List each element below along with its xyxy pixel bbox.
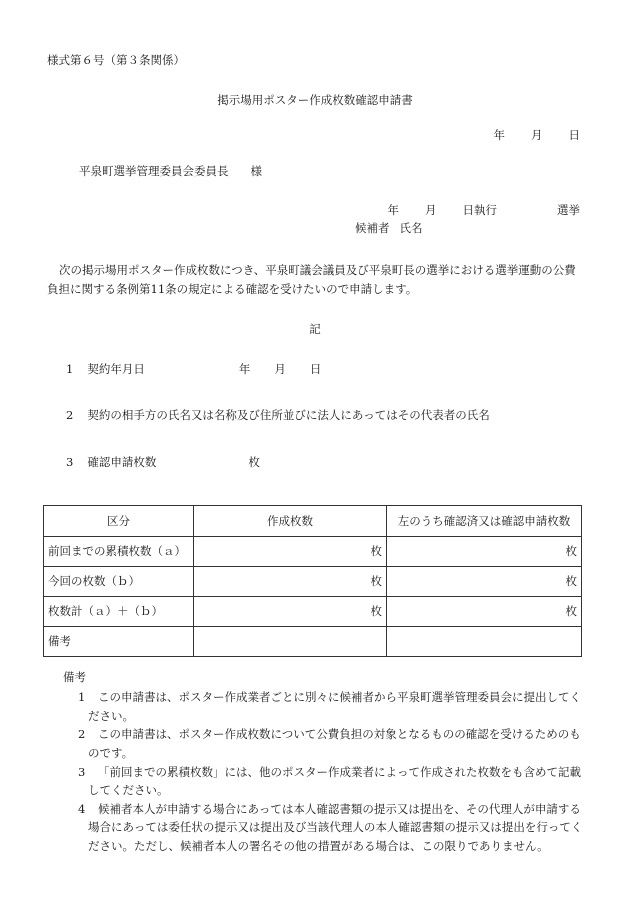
date-day: 日 (568, 128, 580, 142)
election-line (388, 203, 581, 218)
document-title: 掲示場用ポスター作成枚数確認申請書 (217, 93, 413, 107)
remarks-cell[interactable] (387, 627, 582, 657)
contract-month: 月 (274, 362, 286, 376)
date-month: 月 (531, 128, 543, 142)
contract-year: 年 (238, 362, 251, 376)
recipient-honorific: 様 (250, 164, 262, 178)
confirmed-count-cell[interactable]: 枚 (387, 597, 582, 627)
item-label: 契約年月日 (87, 362, 145, 376)
item-number: 3 (66, 455, 74, 469)
item-contract-party (66, 408, 490, 423)
note-item (78, 763, 583, 800)
row-label: 枚数計（ａ）＋（ｂ） (44, 597, 194, 627)
table-row (44, 597, 582, 627)
produced-count-cell[interactable]: 枚 (194, 567, 387, 597)
table-row (44, 567, 582, 597)
candidate-name-label: 氏名 (399, 221, 423, 235)
election-day-exec: 日執行 (462, 203, 497, 217)
note-item (78, 725, 583, 762)
note-number: 1 (78, 690, 86, 704)
date-year: 年 (493, 128, 505, 142)
application-statement: 次の掲示場用ポスター作成枚数につき、平泉町議会議員及び平泉町長の選挙における選挙運動の公費負担に関する条例第11条の規定による確認を受けたいので申請します。 (47, 263, 576, 296)
table-header-row (44, 506, 582, 537)
item-contract-date (66, 362, 321, 377)
recipient-name: 平泉町選挙管理委員会委員長 (79, 164, 229, 178)
header-produced-count: 作成枚数 (194, 506, 387, 537)
item-label: 確認申請枚数 (87, 455, 157, 469)
table-row (44, 627, 582, 657)
election-type: 選挙 (557, 203, 580, 217)
note-text: この申請書は、ポスター作成業者ごとに別々に候補者から平泉町選挙管理委員会に提出してください。 (88, 690, 581, 723)
form-number: 様式第６号（第３条関係） (47, 53, 185, 67)
note-item (78, 800, 583, 856)
note-text: この申請書は、ポスター作成枚数について公費負担の対象となるものの確認を受けるためのものです。 (88, 727, 581, 760)
note-text: 「前回までの累積枚数」には、他のポスター作成業者によって作成された枚数をも含めて記載してください。 (88, 764, 581, 798)
note-number: 3 (78, 764, 86, 779)
note-item (78, 688, 583, 725)
remarks-cell[interactable] (194, 627, 387, 657)
notes-title: 備考 (63, 670, 86, 684)
poster-count-table (43, 505, 582, 657)
header-category: 区分 (44, 506, 194, 537)
contract-day: 日 (309, 362, 322, 376)
election-month: 月 (425, 203, 437, 217)
table-row (44, 537, 582, 567)
notes-list (78, 688, 583, 856)
ki-heading: 記 (309, 322, 321, 336)
note-text: 候補者本人が申請する場合にあっては本人確認書類の提示又は提出を、その代理人が申請する場合にあっては委任状の提示又は提出及び当該代理人の本人確認書類の提示又は提出を行ってください。ただし、候補者本人の署名その他の措置がある場合は、この限りでありません。 (88, 801, 583, 853)
count-unit: 枚 (248, 455, 260, 469)
recipient (79, 164, 262, 179)
item-requested-count (66, 455, 260, 470)
row-label: 備考 (44, 627, 194, 657)
note-number: 4 (78, 801, 86, 816)
candidate-line (355, 221, 423, 236)
header-confirmed-count: 左のうち確認済又は確認申請枚数 (387, 506, 582, 537)
election-year: 年 (387, 203, 399, 217)
application-date (494, 128, 581, 143)
row-label: 今回の枚数（ｂ） (44, 567, 194, 597)
row-label: 前回までの累積枚数（ａ） (44, 537, 194, 567)
note-number: 2 (78, 727, 86, 742)
produced-count-cell[interactable]: 枚 (194, 597, 387, 627)
item-number: 1 (66, 362, 74, 376)
item-label: 契約の相手方の氏名又は名称及び住所並びに法人にあってはその代表者の氏名 (87, 408, 490, 422)
item-number: 2 (66, 408, 74, 422)
confirmed-count-cell[interactable]: 枚 (387, 567, 582, 597)
candidate-label: 候補者 (355, 221, 390, 235)
produced-count-cell[interactable]: 枚 (194, 537, 387, 567)
confirmed-count-cell[interactable]: 枚 (387, 537, 582, 567)
